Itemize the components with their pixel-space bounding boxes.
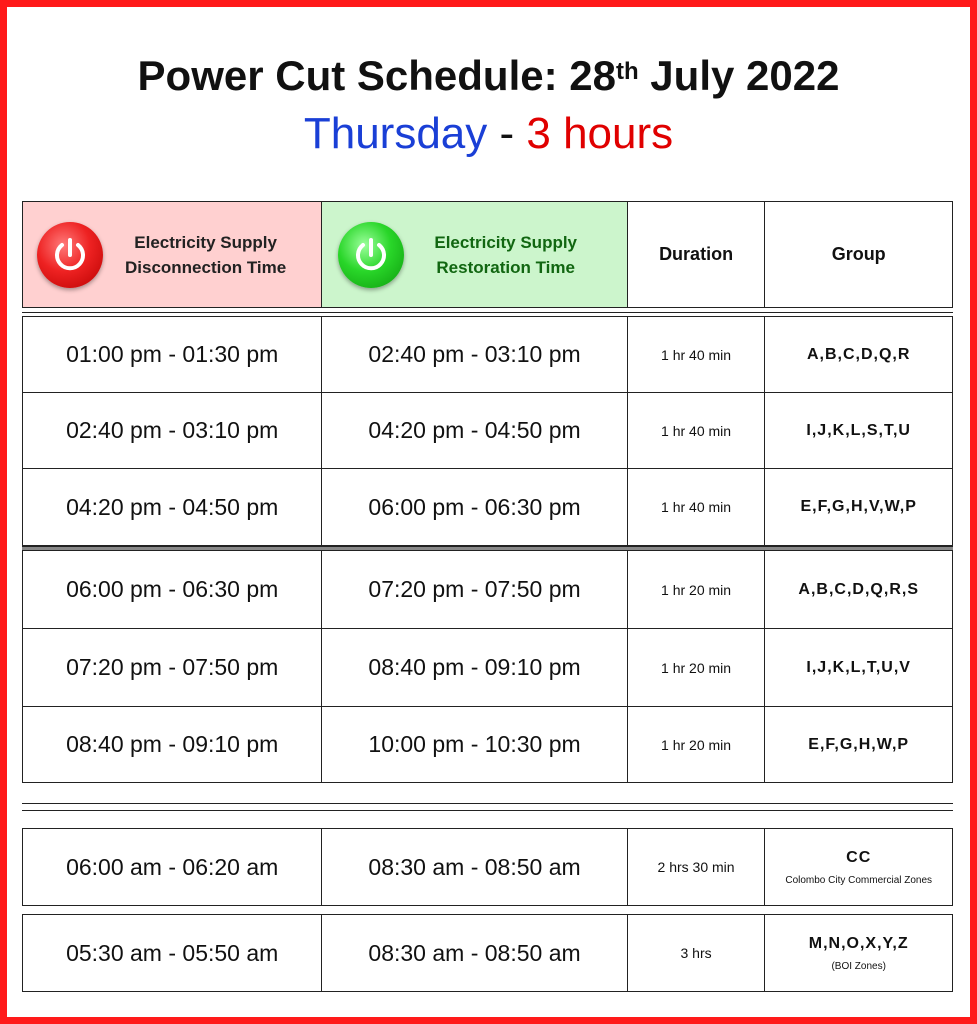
header-disconnection-label bbox=[125, 230, 286, 280]
table-row bbox=[22, 914, 953, 992]
power-on-icon bbox=[338, 222, 404, 288]
group-value: CC bbox=[846, 848, 872, 866]
title-superscript: th bbox=[615, 58, 639, 85]
subtitle-dash: - bbox=[487, 109, 527, 158]
table-row bbox=[22, 316, 953, 393]
restoration-time: 10:00 pm - 10:30 pm bbox=[322, 707, 627, 782]
restoration-time: 08:30 am - 08:50 am bbox=[322, 829, 627, 905]
disconnection-time: 01:00 pm - 01:30 pm bbox=[23, 317, 322, 392]
header-disconnection-line2: Disconnection Time bbox=[125, 257, 287, 277]
disconnection-time: 06:00 pm - 06:30 pm bbox=[23, 551, 322, 628]
header-restoration-line1: Electricity Supply bbox=[434, 232, 578, 252]
group-note: (BOI Zones) bbox=[831, 960, 886, 972]
group-value: I,J,K,L,S,T,U bbox=[806, 421, 911, 439]
duration-value: 1 hr 20 min bbox=[628, 629, 766, 706]
group-value: E,F,G,H,V,W,P bbox=[800, 498, 917, 515]
duration-value: 2 hrs 30 min bbox=[628, 829, 766, 905]
duration-value: 3 hrs bbox=[628, 915, 766, 991]
header-restoration bbox=[322, 202, 627, 307]
table-row bbox=[22, 629, 953, 707]
header-group: Group bbox=[831, 244, 886, 264]
disconnection-time: 02:40 pm - 03:10 pm bbox=[23, 393, 322, 468]
restoration-time: 08:30 am - 08:50 am bbox=[322, 915, 627, 991]
group-cell bbox=[765, 829, 952, 905]
header-divider bbox=[22, 312, 953, 313]
group-cell bbox=[765, 915, 952, 991]
restoration-time: 08:40 pm - 09:10 pm bbox=[322, 629, 627, 706]
duration-value: 1 hr 40 min bbox=[628, 317, 766, 392]
restoration-time: 04:20 pm - 04:50 pm bbox=[322, 393, 627, 468]
restoration-time: 06:00 pm - 06:30 pm bbox=[322, 469, 627, 545]
group-value: M,N,O,X,Y,Z bbox=[808, 934, 909, 952]
disconnection-time: 07:20 pm - 07:50 pm bbox=[23, 629, 322, 706]
restoration-time: 07:20 pm - 07:50 pm bbox=[322, 551, 627, 628]
duration-value: 1 hr 40 min bbox=[628, 393, 766, 468]
table-header bbox=[22, 201, 953, 308]
header-restoration-line2: Restoration Time bbox=[436, 257, 575, 277]
group-value: A,B,C,D,Q,R,S bbox=[798, 580, 919, 598]
duration-value: 1 hr 20 min bbox=[628, 551, 766, 628]
group-note: Colombo City Commercial Zones bbox=[785, 874, 933, 886]
table-row bbox=[22, 828, 953, 906]
header-restoration-label bbox=[434, 230, 577, 280]
group-value: I,J,K,L,T,U,V bbox=[806, 658, 911, 676]
page-title bbox=[0, 50, 977, 102]
table-row bbox=[22, 393, 953, 469]
header-duration: Duration bbox=[628, 202, 766, 307]
restoration-time: 02:40 pm - 03:10 pm bbox=[322, 317, 627, 392]
power-off-icon bbox=[37, 222, 103, 288]
group-value: A,B,C,D,Q,R bbox=[806, 345, 911, 363]
table-row bbox=[22, 707, 953, 783]
subtitle-day: Thursday bbox=[303, 109, 488, 158]
separator-line bbox=[22, 810, 953, 811]
subtitle-hours: 3 hours bbox=[526, 109, 674, 158]
title-main: Power Cut Schedule: 28 bbox=[137, 52, 616, 99]
header-disconnection-line1: Electricity Supply bbox=[134, 232, 277, 252]
title-rest: July 2022 bbox=[638, 52, 840, 99]
disconnection-time: 08:40 pm - 09:10 pm bbox=[23, 707, 322, 782]
disconnection-time: 06:00 am - 06:20 am bbox=[23, 829, 322, 905]
table-row bbox=[22, 551, 953, 629]
disconnection-time: 05:30 am - 05:50 am bbox=[23, 915, 322, 991]
disconnection-time: 04:20 pm - 04:50 pm bbox=[23, 469, 322, 545]
duration-value: 1 hr 40 min bbox=[628, 469, 766, 545]
group-value: E,F,G,H,W,P bbox=[808, 735, 910, 753]
header-disconnection bbox=[23, 202, 322, 307]
duration-value: 1 hr 20 min bbox=[628, 707, 766, 782]
table-row bbox=[22, 469, 953, 546]
page-subtitle bbox=[0, 106, 977, 162]
separator-line bbox=[22, 803, 953, 804]
